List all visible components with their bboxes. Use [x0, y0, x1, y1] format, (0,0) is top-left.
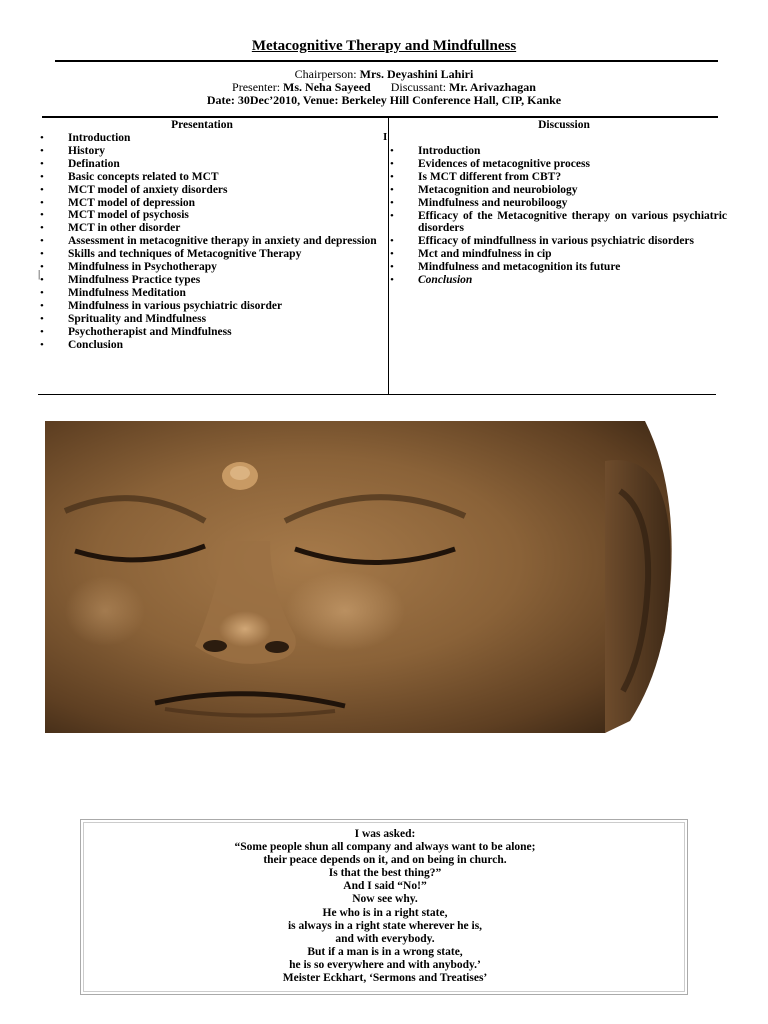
quote-line: he is so everywhere and with anybody.’ [289, 958, 481, 971]
discussion-heading: Discussion [538, 119, 590, 131]
list-item: • Psychotherapist and Mindfulness [40, 326, 381, 339]
presenter-name: Ms. Neha Sayeed [283, 80, 371, 94]
quote-line: He who is in a right state, [322, 906, 448, 919]
quote-line: “Some people shun all company and always want to be alone; [234, 841, 536, 854]
list-item: • Skills and techniques of Metacognitive Therapy [40, 248, 381, 261]
list-item: • Evidences of metacognitive process [390, 158, 727, 171]
quote-line: But if a man is in a wrong state, [307, 945, 463, 958]
list-item: • Introduction [390, 145, 727, 158]
list-item: • Conclusion [40, 339, 381, 352]
list-item: • History [40, 145, 381, 158]
quote-line: Meister Eckhart, ‘Sermons and Treatises’ [282, 972, 488, 985]
presentation-heading: Presentation [171, 119, 233, 131]
table-bottom-rule [38, 394, 716, 395]
list-item: • Metacognition and neurobiology [390, 184, 727, 197]
list-item: • Mindfulness in various psychiatric disorder [40, 300, 381, 313]
list-item: • Mindfulness and metacognition its future [390, 261, 727, 274]
discussion-list [390, 145, 727, 287]
presenter-label: Presenter: [232, 80, 281, 94]
list-item: • Is MCT different from CBT? [390, 171, 727, 184]
quote-line: Is that the best thing?” [328, 867, 442, 880]
list-item: • Mindfulness and neurobiloogy [390, 197, 727, 210]
list-item: • Assessment in metacognitive therapy in anxiety and depression [40, 235, 381, 248]
discussant-name: Mr. Arivazhagan [449, 80, 536, 94]
chair-label: Chairperson: [294, 67, 357, 81]
discussant-label: Discussant: [390, 80, 447, 94]
list-item: • Introduction [40, 132, 381, 145]
list-item: • Basic concepts related to MCT [40, 171, 381, 184]
list-item: • Sprituality and Mindfulness [40, 313, 381, 326]
quote-line: is always in a right state wherever he is, [287, 919, 483, 932]
stray-mark: I [383, 131, 388, 143]
list-item: • Efficacy of mindfullness in various psychiatric disorders [390, 235, 727, 248]
header-top-rule [55, 60, 718, 62]
list-item: • MCT in other disorder [40, 222, 381, 235]
list-item: • Defination [40, 158, 381, 171]
list-item: • Mindfulness Practice types [40, 274, 381, 287]
list-item: • Efficacy of the Metacognitive therapy on various psychiatric disorders [390, 210, 727, 236]
chair-name: Mrs. Deyashini Lahiri [359, 67, 474, 81]
list-item: • Mindfulness in Psychotherapy [40, 261, 381, 274]
buddha-face-illustration [45, 421, 705, 733]
list-item: • Conclusion [390, 274, 727, 287]
list-item: • MCT model of anxiety disorders [40, 184, 381, 197]
presentation-list [40, 132, 381, 351]
list-item: • Mct and mindfulness in cip [390, 248, 727, 261]
quote-box [80, 819, 688, 995]
document-title: Metacognitive Therapy and Mindfullness [251, 38, 517, 54]
quote-line: and with everybody. [335, 932, 435, 945]
list-item: • MCT model of psychosis [40, 209, 381, 222]
buddha-face-image [45, 421, 705, 733]
quote-text [81, 828, 689, 985]
date-venue-line: Date: 30Dec’2010, Venue: Berkeley Hill Conference Hall, CIP, Kanke [206, 93, 562, 107]
quote-line: Now see why. [352, 893, 418, 906]
list-item: • Mindfulness Meditation [40, 287, 381, 300]
column-divider [388, 118, 389, 394]
list-item: • MCT model of depression [40, 197, 381, 210]
cursor-mark: | [38, 268, 41, 280]
quote-line: their peace depends on it, and on being in church. [263, 854, 507, 867]
chairperson-line [0, 68, 768, 81]
quote-line: And I said “No!” [343, 880, 427, 893]
table-top-rule [42, 116, 718, 118]
quote-line: I was asked: [354, 828, 416, 840]
